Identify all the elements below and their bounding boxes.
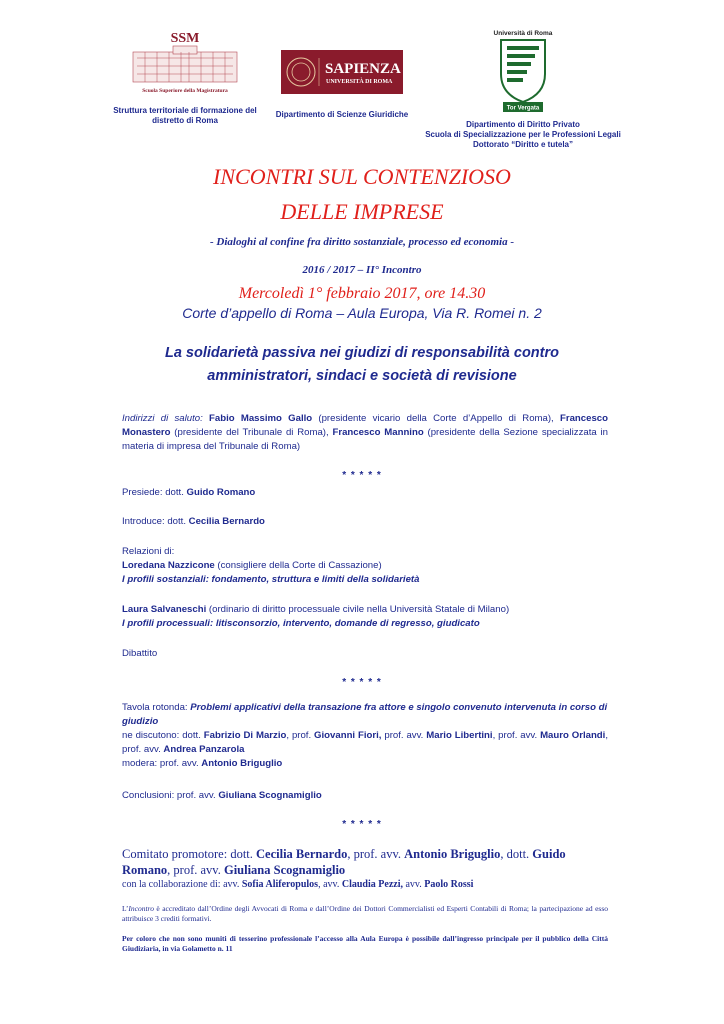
committee-member-2: Antonio Briguglio xyxy=(404,847,501,861)
separator-stars-1: * * * * * xyxy=(342,470,382,481)
ssm-dept: Struttura territoriale di formazione del distretto di Roma xyxy=(113,106,257,125)
header-logos xyxy=(0,28,724,149)
discussant-2: Giovanni Fiori, xyxy=(314,730,382,741)
title-line-1: INCONTRI SUL CONTENZIOSO xyxy=(213,164,511,189)
discussant-3: Mario Libertini xyxy=(426,730,493,741)
greetings xyxy=(122,412,608,454)
greeting-role-1: (presidente vicario della Corte d’Appello di Roma), xyxy=(312,413,560,424)
sapienza-logo xyxy=(281,50,403,94)
topic-line-1: La solidarietà passiva nei giudizi di responsabilità contro xyxy=(164,345,559,361)
greeting-name-2: Francesco Monastero xyxy=(122,413,608,438)
torvergata-dept xyxy=(418,120,628,150)
greetings-label: Indirizzi di saluto: xyxy=(122,413,203,424)
ssm-logo-text: SSM xyxy=(170,31,200,46)
title-line-2: DELLE IMPRESE xyxy=(280,199,444,224)
committee-member-3: Guido Romano xyxy=(122,847,566,877)
committee-member-4: Giuliana Scognamiglio xyxy=(223,863,346,877)
torvergata-top: Università di Roma xyxy=(493,30,553,37)
ssm-block xyxy=(105,28,265,126)
torvergata-dept-3: Dottorato “Diritto e tutela” xyxy=(473,140,573,149)
collaborator-3: Paolo Rossi xyxy=(424,879,474,890)
greeting-role-3: (presidente della Sezione specializzata in materia di impresa del Tribunale di Roma) xyxy=(122,427,609,452)
conclusions-label: Conclusioni: prof. avv. xyxy=(122,790,219,801)
separator-stars-3: * * * * * xyxy=(342,819,382,830)
conclusions-name: Giuliana Scognamiglio xyxy=(218,790,322,801)
report-2-role: (ordinario di diritto processuale civile nella Università Statale di Milano) xyxy=(206,604,510,615)
sapienza-name: SAPIENZA xyxy=(325,61,401,77)
intro-name: Cecilia Bernardo xyxy=(188,516,265,527)
chair xyxy=(122,486,608,500)
report-2-name: Laura Salvaneschi xyxy=(122,604,207,615)
report-2-topic: I profili processuali: litisconsorzio, intervento, domande di regresso, giudicato xyxy=(122,618,480,629)
edition: 2016 / 2017 – II° Incontro xyxy=(302,264,422,276)
subtitle: - Dialoghi al confine fra diritto sostanziale, processo ed economia - xyxy=(209,236,515,248)
discussant-5: Andrea Panzarola xyxy=(163,744,245,755)
conclusions xyxy=(122,789,608,803)
report-1-speaker xyxy=(122,559,608,573)
committee-collaborators: con la collaborazione di: avv. Sofia Aliferopulos, avv. Claudia Pezzi, avv. Paolo Rossi xyxy=(122,879,474,890)
moderator-name: Antonio Briguglio xyxy=(201,758,283,769)
intro xyxy=(122,515,608,529)
accreditation-note: L’Incontro è accreditato dall’Ordine degli Avvocati di Roma e dall’Ordine dei Dottori Commercialisti ed Esperti Contabili di Roma; la partecipazione ad esso attribuisce 3 crediti formativi. xyxy=(122,904,608,923)
report-1-role: (consigliere della Corte di Cassazione) xyxy=(214,560,382,571)
access-note: Per coloro che non sono muniti di tesserino professionale l’accesso alla Aula Europa è possibile dall’ingresso principale per il pubblico della Città Giudiziaria, in via Golametto n. 11 xyxy=(122,934,608,953)
greeting-name-1: Fabio Massimo Gallo xyxy=(209,413,313,424)
discussant-4: Mauro Orlandi xyxy=(540,730,606,741)
event-venue: Corte d’appello di Roma – Aula Europa, Via R. Romei n. 2 xyxy=(182,305,542,321)
ssm-logo xyxy=(125,28,245,98)
roundtable xyxy=(122,701,608,771)
roundtable-title xyxy=(122,701,608,729)
report-1-topic: I profili sostanziali: fondamento, struttura e limiti della solidarietà xyxy=(122,574,420,585)
greeting-role-2: (presidente del Tribunale di Roma), xyxy=(170,427,333,438)
committee-member-1: Cecilia Bernardo xyxy=(256,847,348,861)
report-2 xyxy=(122,603,608,631)
torvergata-dept-1: Dipartimento di Diritto Privato xyxy=(466,120,580,129)
torvergata-logo xyxy=(493,28,553,112)
chair-name: Guido Romano xyxy=(186,487,256,498)
torvergata-dept-2: Scuola di Specializzazione per le Professioni Legali xyxy=(425,130,621,139)
topic-line-2: amministratori, sindaci e società di revisione xyxy=(207,368,517,384)
debate: Dibattito xyxy=(122,648,158,659)
torvergata-block xyxy=(418,28,628,150)
collaborator-1: Sofia Aliferopulos xyxy=(241,879,319,890)
roundtable-moderator: modera: prof. avv. Antonio Briguglio xyxy=(122,758,283,769)
roundtable-label: Tavola rotonda: xyxy=(122,702,191,713)
reports xyxy=(122,545,608,587)
sapienza-dept: Dipartimento di Scienze Giuridiche xyxy=(275,110,409,119)
torvergata-bottom: Tor Vergata xyxy=(506,105,540,112)
committee xyxy=(122,846,608,892)
sapienza-sub: UNIVERSITÀ DI ROMA xyxy=(326,79,393,85)
report-1-name: Loredana Nazzicone xyxy=(122,560,215,571)
event-date: Mercoledì 1° febbraio 2017, ore 14.30 xyxy=(238,285,486,302)
reports-label: Relazioni di: xyxy=(122,546,175,557)
intro-label: Introduce: dott. xyxy=(122,516,189,527)
ssm-caption: Scuola Superiore della Magistratura xyxy=(142,88,228,94)
roundtable-topic: Problemi applicativi della transazione fra attore e singolo convenuto intervenuta in corso di giudizio xyxy=(122,702,608,727)
committee-members: Comitato promotore: dott. Cecilia Bernardo, prof. avv. Antonio Briguglio, dott. Guido Romano, prof. avv. Giuliana Scognamiglio xyxy=(122,847,566,877)
greeting-name-3: Francesco Mannino xyxy=(332,427,424,438)
separator-stars-2: * * * * * xyxy=(342,677,382,688)
chair-label: Presiede: dott. xyxy=(122,487,187,498)
collaborator-2: Claudia Pezzi, xyxy=(341,879,403,890)
sapienza-block xyxy=(272,28,412,120)
report-2-speaker xyxy=(122,603,608,617)
roundtable-discussants: ne discutono: dott. Fabrizio Di Marzio, prof. Giovanni Fiori, prof. avv. Mario Libertini, prof. avv. Mauro Orlandi, prof. avv. Andrea Panzarola xyxy=(122,730,609,755)
discussant-1: Fabrizio Di Marzio xyxy=(203,730,287,741)
